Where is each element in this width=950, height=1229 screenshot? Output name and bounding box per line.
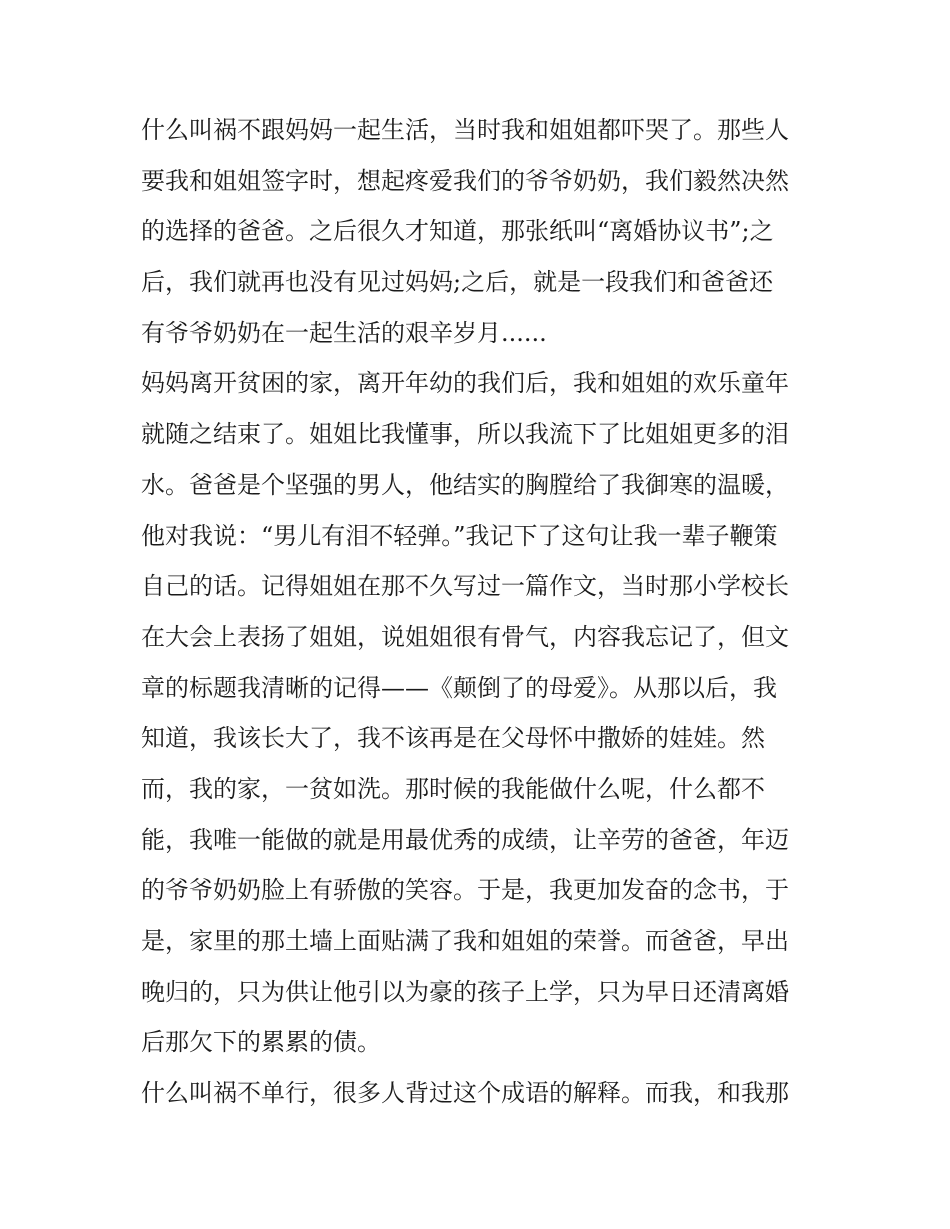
- text-line: 什么叫祸不单行，很多人背过这个成语的解释。而我，和我那: [141, 1079, 789, 1108]
- text-line: 水。爸爸是个坚强的男人，他结实的胸膛给了我御寒的温暖，: [141, 470, 789, 499]
- text-line: 自己的话。记得姐姐在那不久写过一篇作文，当时那小学校长: [141, 572, 789, 601]
- text-line: 是，家里的那土墙上面贴满了我和姐姐的荣誉。而爸爸，早出: [141, 927, 789, 955]
- text-line: 晚归的，只为供让他引以为豪的孩子上学，只为早日还清离婚: [141, 977, 789, 1006]
- text-line: 有爷爷奶奶在一起生活的艰辛岁月......: [141, 318, 547, 347]
- text-line: 要我和姐姐签字时，想起疼爱我们的爷爷奶奶，我们毅然决然: [141, 166, 789, 195]
- text-line: 后那欠下的累累的债。: [141, 1028, 381, 1057]
- text-line: 什么叫祸不跟妈妈一起生活，当时我和姐姐都吓哭了。那些人: [141, 116, 789, 144]
- text-line: 的爷爷奶奶脸上有骄傲的笑容。于是，我更加发奋的念书，于: [141, 876, 789, 905]
- text-line: 妈妈离开贫困的家，离开年幼的我们后，我和姐姐的欢乐童年: [141, 369, 789, 398]
- text-line: 后，我们就再也没有见过妈妈;之后，就是一段我们和爸爸还: [141, 268, 774, 297]
- document-body: [141, 105, 813, 1119]
- text-line: 能，我唯一能做的就是用最优秀的成绩，让辛劳的爸爸，年迈: [141, 825, 789, 854]
- text-line: 的选择的爸爸。之后很久才知道，那张纸叫“离婚协议书”;之: [141, 217, 774, 246]
- text-line: 章的标题我清晰的记得——《颠倒了的母爱》。从那以后，我: [141, 673, 777, 702]
- text-line: 他对我说：“男儿有泪不轻弹。”我记下了这句让我一辈子鞭策: [141, 521, 778, 550]
- text-line: 知道，我该长大了，我不该再是在父母怀中撒娇的娃娃。然: [141, 724, 765, 753]
- text-line: 就随之结束了。姐姐比我懂事，所以我流下了比姐姐更多的泪: [141, 420, 789, 449]
- text-line: 而，我的家，一贫如洗。那时候的我能做什么呢，什么都不: [141, 774, 765, 803]
- text-line: 在大会上表扬了姐姐，说姐姐很有骨气，内容我忘记了，但文: [141, 622, 789, 651]
